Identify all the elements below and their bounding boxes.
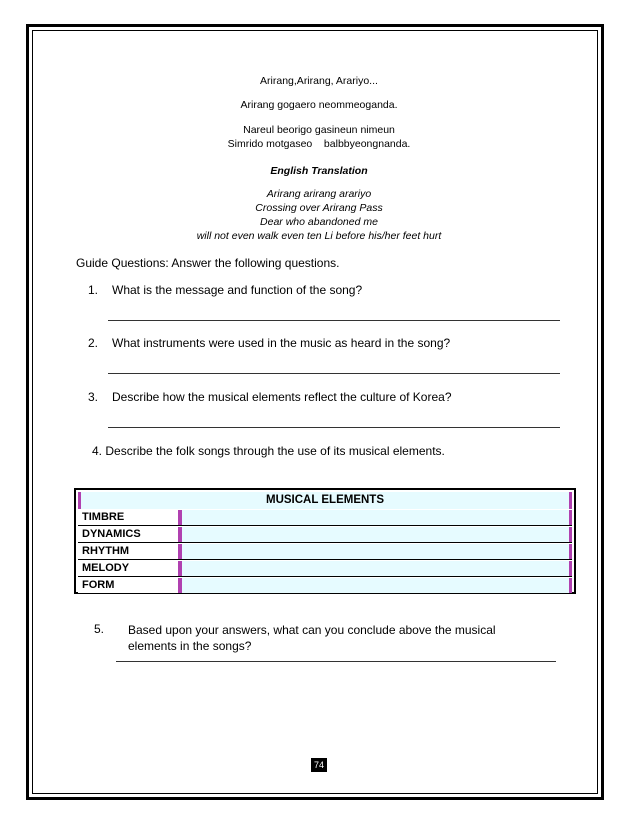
row-label: RHYTHM [78,544,178,559]
guide-title: Guide Questions: Answer the following questions. [76,256,340,270]
row-label: TIMBRE [78,510,178,525]
answer-line-1[interactable] [108,320,560,321]
translation-line-1: Arirang arirang arariyo [266,188,372,200]
row-label: DYNAMICS [78,527,178,542]
translation-line-2: Crossing over Arirang Pass [255,202,383,214]
lyrics-line-2: Arirang gogaero neommeoganda. [240,99,398,111]
question-4 [92,444,445,458]
row-label: FORM [78,578,178,593]
question-number: 3. [88,390,99,404]
row-label: MELODY [78,561,178,576]
table-row [78,510,572,525]
answer-cell-timbre[interactable] [182,510,569,525]
question-2 [88,336,450,350]
translation-line-4: will not even walk even ten Li before his/her feet hurt [196,230,442,242]
answer-cell-melody[interactable] [182,561,569,576]
question-number: 2. [88,336,99,350]
question-text: What is the message and function of the song? [112,283,363,297]
question-number: 4. [92,444,103,458]
question-text: Describe how the musical elements reflect the culture of Korea? [112,390,452,404]
answer-cell-form[interactable] [182,578,569,593]
question-text: What instruments were used in the music as heard in the song? [112,336,451,350]
answer-line-5[interactable] [116,661,556,662]
musical-elements-table [74,488,576,594]
answer-cell-rhythm[interactable] [182,544,569,559]
table-row [78,527,572,542]
answer-line-2[interactable] [108,373,560,374]
question-1 [88,283,362,297]
lyrics-line-3: Nareul beorigo gasineun nimeun [243,124,395,136]
translation-heading: English Translation [270,165,368,177]
question-number: 1. [88,283,99,297]
table-row [78,578,572,593]
question-text: Describe the folk songs through the use of its musical elements. [105,444,445,458]
translation-line-3: Dear who abandoned me [260,216,378,228]
answer-cell-dynamics[interactable] [182,527,569,542]
question-5-number: 5. [94,622,105,636]
lyrics-line-1: Arirang,Arirang, Arariyo... [260,75,378,87]
question-5-text: Based upon your answers, what can you conclude above the musical elements in the songs? [128,623,496,653]
page-number: 74 [311,758,327,772]
table-row [78,544,572,559]
answer-line-3[interactable] [108,427,560,428]
lyrics-line-4: Simrido motgaseo balbbyeongnanda. [227,138,411,150]
question-3 [88,390,452,404]
table-row [78,561,572,576]
table-header: MUSICAL ELEMENTS [78,492,572,509]
